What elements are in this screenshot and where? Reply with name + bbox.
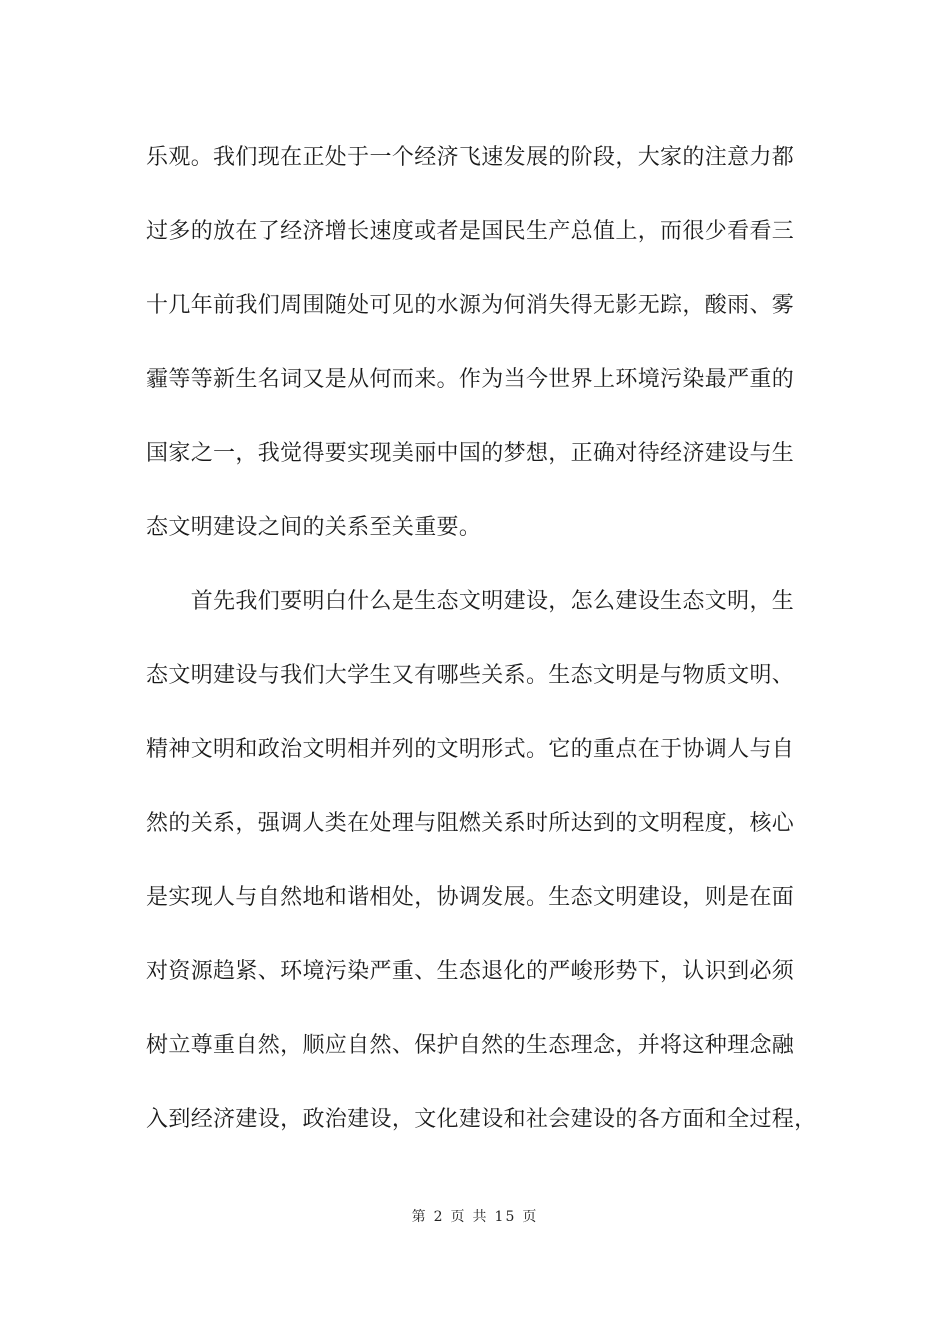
text-line-9: 精神文明和政治文明相并列的文明形式。它的重点在于协调人与自	[146, 737, 795, 762]
text-line-5: 国家之一，我觉得要实现美丽中国的梦想，正确对待经济建设与生	[146, 441, 795, 466]
text-line-4: 霾等等新生名词又是从何而来。作为当今世界上环境污染最严重的	[146, 367, 795, 392]
text-line-7: 首先我们要明白什么是生态文明建设，怎么建设生态文明，生	[146, 589, 795, 614]
text-line-8: 态文明建设与我们大学生又有哪些关系。生态文明是与物质文明、	[146, 663, 795, 688]
page-footer	[0, 1207, 950, 1227]
text-line-6: 态文明建设之间的关系至关重要。	[146, 515, 482, 540]
text-line-13: 树立尊重自然，顺应自然、保护自然的生态理念，并将这种理念融	[146, 1033, 795, 1058]
text-line-12: 对资源趋紧、环境污染严重、生态退化的严峻形势下，认识到必须	[146, 959, 795, 984]
text-line-11: 是实现人与自然地和谐相处，协调发展。生态文明建设，则是在面	[146, 885, 795, 910]
footer-total-pages: 15	[494, 1209, 517, 1225]
footer-label-total: 共	[472, 1209, 489, 1225]
footer-label-unit: 页	[450, 1209, 467, 1225]
text-line-2: 过多的放在了经济增长速度或者是国民生产总值上，而很少看看三	[146, 219, 795, 244]
text-line-1: 乐观。我们现在正处于一个经济飞速发展的阶段，大家的注意力都	[146, 145, 795, 170]
footer-label-unit-end: 页	[522, 1209, 539, 1225]
footer-label-page: 第	[411, 1209, 428, 1225]
footer-current-page: 2	[433, 1209, 445, 1225]
text-line-14: 入到经济建设，政治建设，文化建设和社会建设的各方面和全过程，	[146, 1107, 817, 1132]
text-line-10: 然的关系，强调人类在处理与阻燃关系时所达到的文明程度，核心	[146, 811, 795, 836]
text-line-3: 十几年前我们周围随处可见的水源为何消失得无影无踪，酸雨、雾	[146, 293, 795, 318]
